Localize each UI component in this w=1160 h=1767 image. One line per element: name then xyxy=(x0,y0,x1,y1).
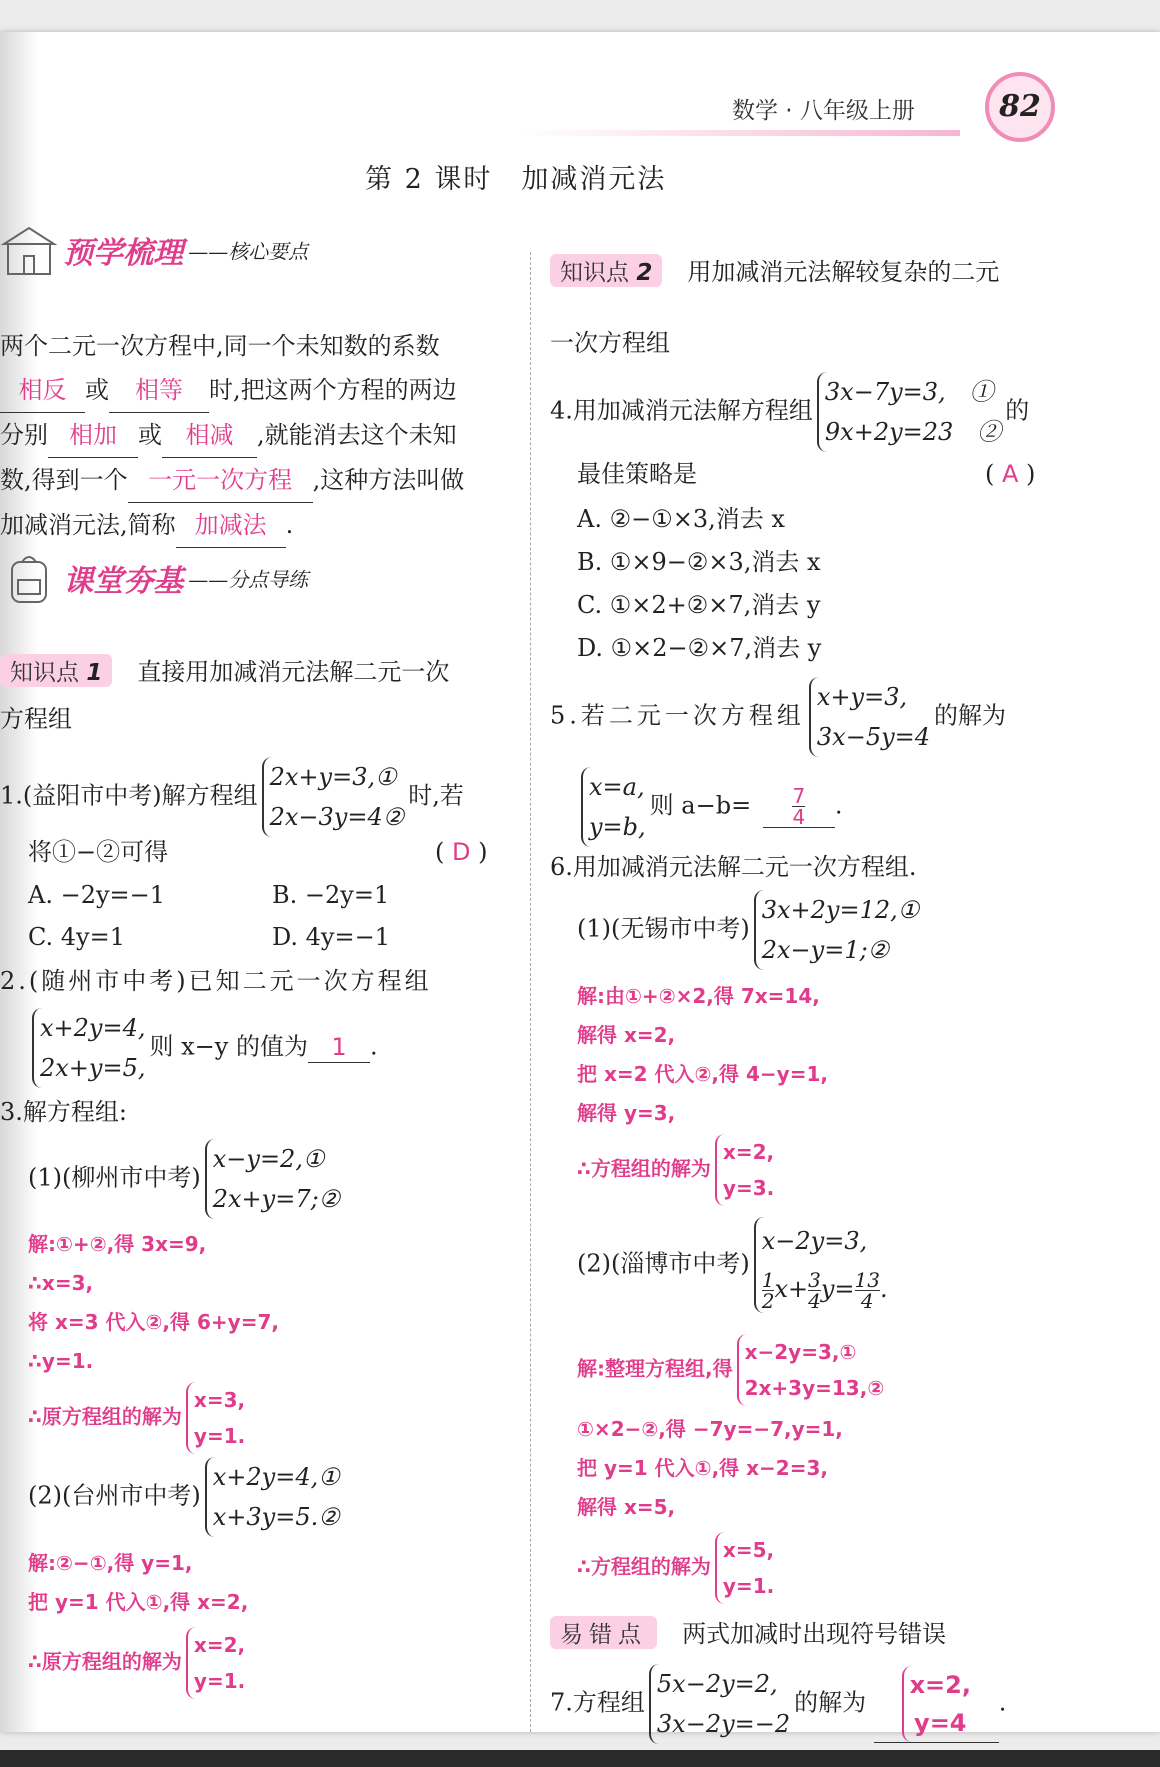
q1-option-c: C. 4y=1 xyxy=(28,923,125,951)
q3-part1-result: ∴原方程组的解为 x=3, y=1. xyxy=(28,1382,249,1454)
section-preview xyxy=(0,224,308,276)
workbook-page xyxy=(0,32,1160,1738)
q6-part1: (1)(无锡市中考) 3x+2y=12,① 2x−y=1;② xyxy=(577,890,923,970)
q1-option-a: A. −2y=−1 xyxy=(28,881,166,909)
lesson-title: 第 2 课时 加减消元法 xyxy=(365,164,667,195)
backpack-icon xyxy=(0,552,58,604)
column-divider xyxy=(530,252,531,1732)
q1-option-d: D. 4y=−1 xyxy=(272,923,390,951)
q4-option-d: D. ①×2−②×7,消去 y xyxy=(577,634,822,662)
question-4: 4.用加减消元法解方程组 3x−7y=3, ① 9x+2y=23 ② 的 xyxy=(550,372,1029,452)
section-title-preview: 预学梳理 xyxy=(63,236,184,271)
q2-system: x+2y=4, 2x+y=5, 则 x−y 的值为 1 . xyxy=(28,1008,378,1088)
q4-option-c: C. ①×2+②×7,消去 y xyxy=(577,591,821,619)
question-6: 6.用加减消元法解二元一次方程组. xyxy=(550,853,917,881)
q4-line2: 最佳策略是 xyxy=(577,460,697,488)
q6-part1-result: ∴方程组的解为 x=2, y=3. xyxy=(577,1134,778,1206)
section-title-classroom: 课堂夯基 xyxy=(63,564,184,599)
question-1: 1.(益阳市中考)解方程组 2x+y=3,① 2x−3y=4② 时,若 xyxy=(0,757,464,837)
q6-part2-solution: 解:整理方程组,得 x−2y=3,① 2x+3y=13,② xyxy=(577,1334,888,1406)
question-5: 5.若二元一次方程组 x+y=3, 3x−5y=4 的解为 xyxy=(550,677,1006,757)
q5-line2: x=a, y=b, 则 a−b= $\frac{7}{4}$ . xyxy=(577,767,842,847)
q6-part2: (2)(淄博市中考) x−2y=3, $\frac{1}{2}$ x+ $\frac{3}{4}$ y= $\frac{13}{4}$ . xyxy=(577,1217,892,1313)
section-classroom xyxy=(0,552,308,604)
error-prone-point: 易错点 两式加减时出现符号错误 xyxy=(550,1614,946,1649)
page-number-badge: 82 xyxy=(985,72,1055,142)
preview-paragraph: 两个二元一次方程中,同一个未知数的系数 相反 或 相等 时,把这两个方程的两边 分别 相加 或 相减 ,就能消去这个未知 数,得到一个 一元一次方程 ,这种方法叫做 加减消元法,简称 加减法 . xyxy=(0,324,520,548)
bottom-bar xyxy=(0,1750,1160,1767)
q6-part2-steps: ①×2−②,得 −7y=−7,y=1, 把 y=1 代入①,得 x−2=3, 解得 x=5, xyxy=(577,1417,843,1519)
book-title: 数学 · 八年级上册 xyxy=(732,98,915,124)
header-line xyxy=(520,130,960,136)
q3-part2: (2)(台州市中考) x+2y=4,① x+3y=5.② xyxy=(28,1457,344,1537)
q1-line2: 将①−②可得 xyxy=(28,838,169,866)
section-subtitle-classroom: ——分点导练 xyxy=(188,567,309,592)
knowledge-point-2: 知识点 2 用加减消元法解较复杂的二元 xyxy=(550,252,999,287)
question-2: 2.(随州市中考)已知二元一次方程组 xyxy=(0,967,432,995)
knowledge-point-1: 知识点 1 直接用加减消元法解二元一次 xyxy=(0,652,449,687)
kp2-title-cont: 一次方程组 xyxy=(550,329,670,357)
school-icon xyxy=(0,224,58,276)
kp-badge: 知识点 1 xyxy=(0,654,112,687)
kp1-title-cont: 方程组 xyxy=(0,705,72,733)
q6-part1-solution: 解:由①+②×2,得 7x=14, 解得 x=2, 把 x=2 代入②,得 4−y=1, 解得 y=3, xyxy=(577,984,828,1125)
question-3: 3.解方程组: xyxy=(0,1098,127,1126)
q3-part2-solution: 解:②−①,得 y=1, 把 y=1 代入①,得 x=2, xyxy=(28,1551,249,1614)
q4-option-b: B. ①×9−②×3,消去 x xyxy=(577,548,821,576)
q1-answer: ( D ) xyxy=(435,838,488,866)
section-subtitle-preview: ——核心要点 xyxy=(188,239,309,264)
equation-system: 2x+y=3,① 2x−3y=4② xyxy=(262,757,405,837)
q3-part1-solution: 解:①+②,得 3x=9, ∴x=3, 将 x=3 代入②,得 6+y=7, ∴y=1. xyxy=(28,1232,279,1373)
q4-answer: ( A ) xyxy=(985,460,1036,488)
q3-part2-result: ∴原方程组的解为 x=2, y=1. xyxy=(28,1627,249,1699)
q1-option-b: B. −2y=1 xyxy=(272,881,390,909)
q3-part1: (1)(柳州市中考) x−y=2,① 2x+y=7;② xyxy=(28,1139,344,1219)
q6-part2-result: ∴方程组的解为 x=5, y=1. xyxy=(577,1532,778,1604)
q4-option-a: A. ②−①×3,消去 x xyxy=(577,505,785,533)
question-7: 7.方程组 5x−2y=2, 3x−2y=−2 的解为 x=2, y=4 . xyxy=(550,1664,1006,1744)
